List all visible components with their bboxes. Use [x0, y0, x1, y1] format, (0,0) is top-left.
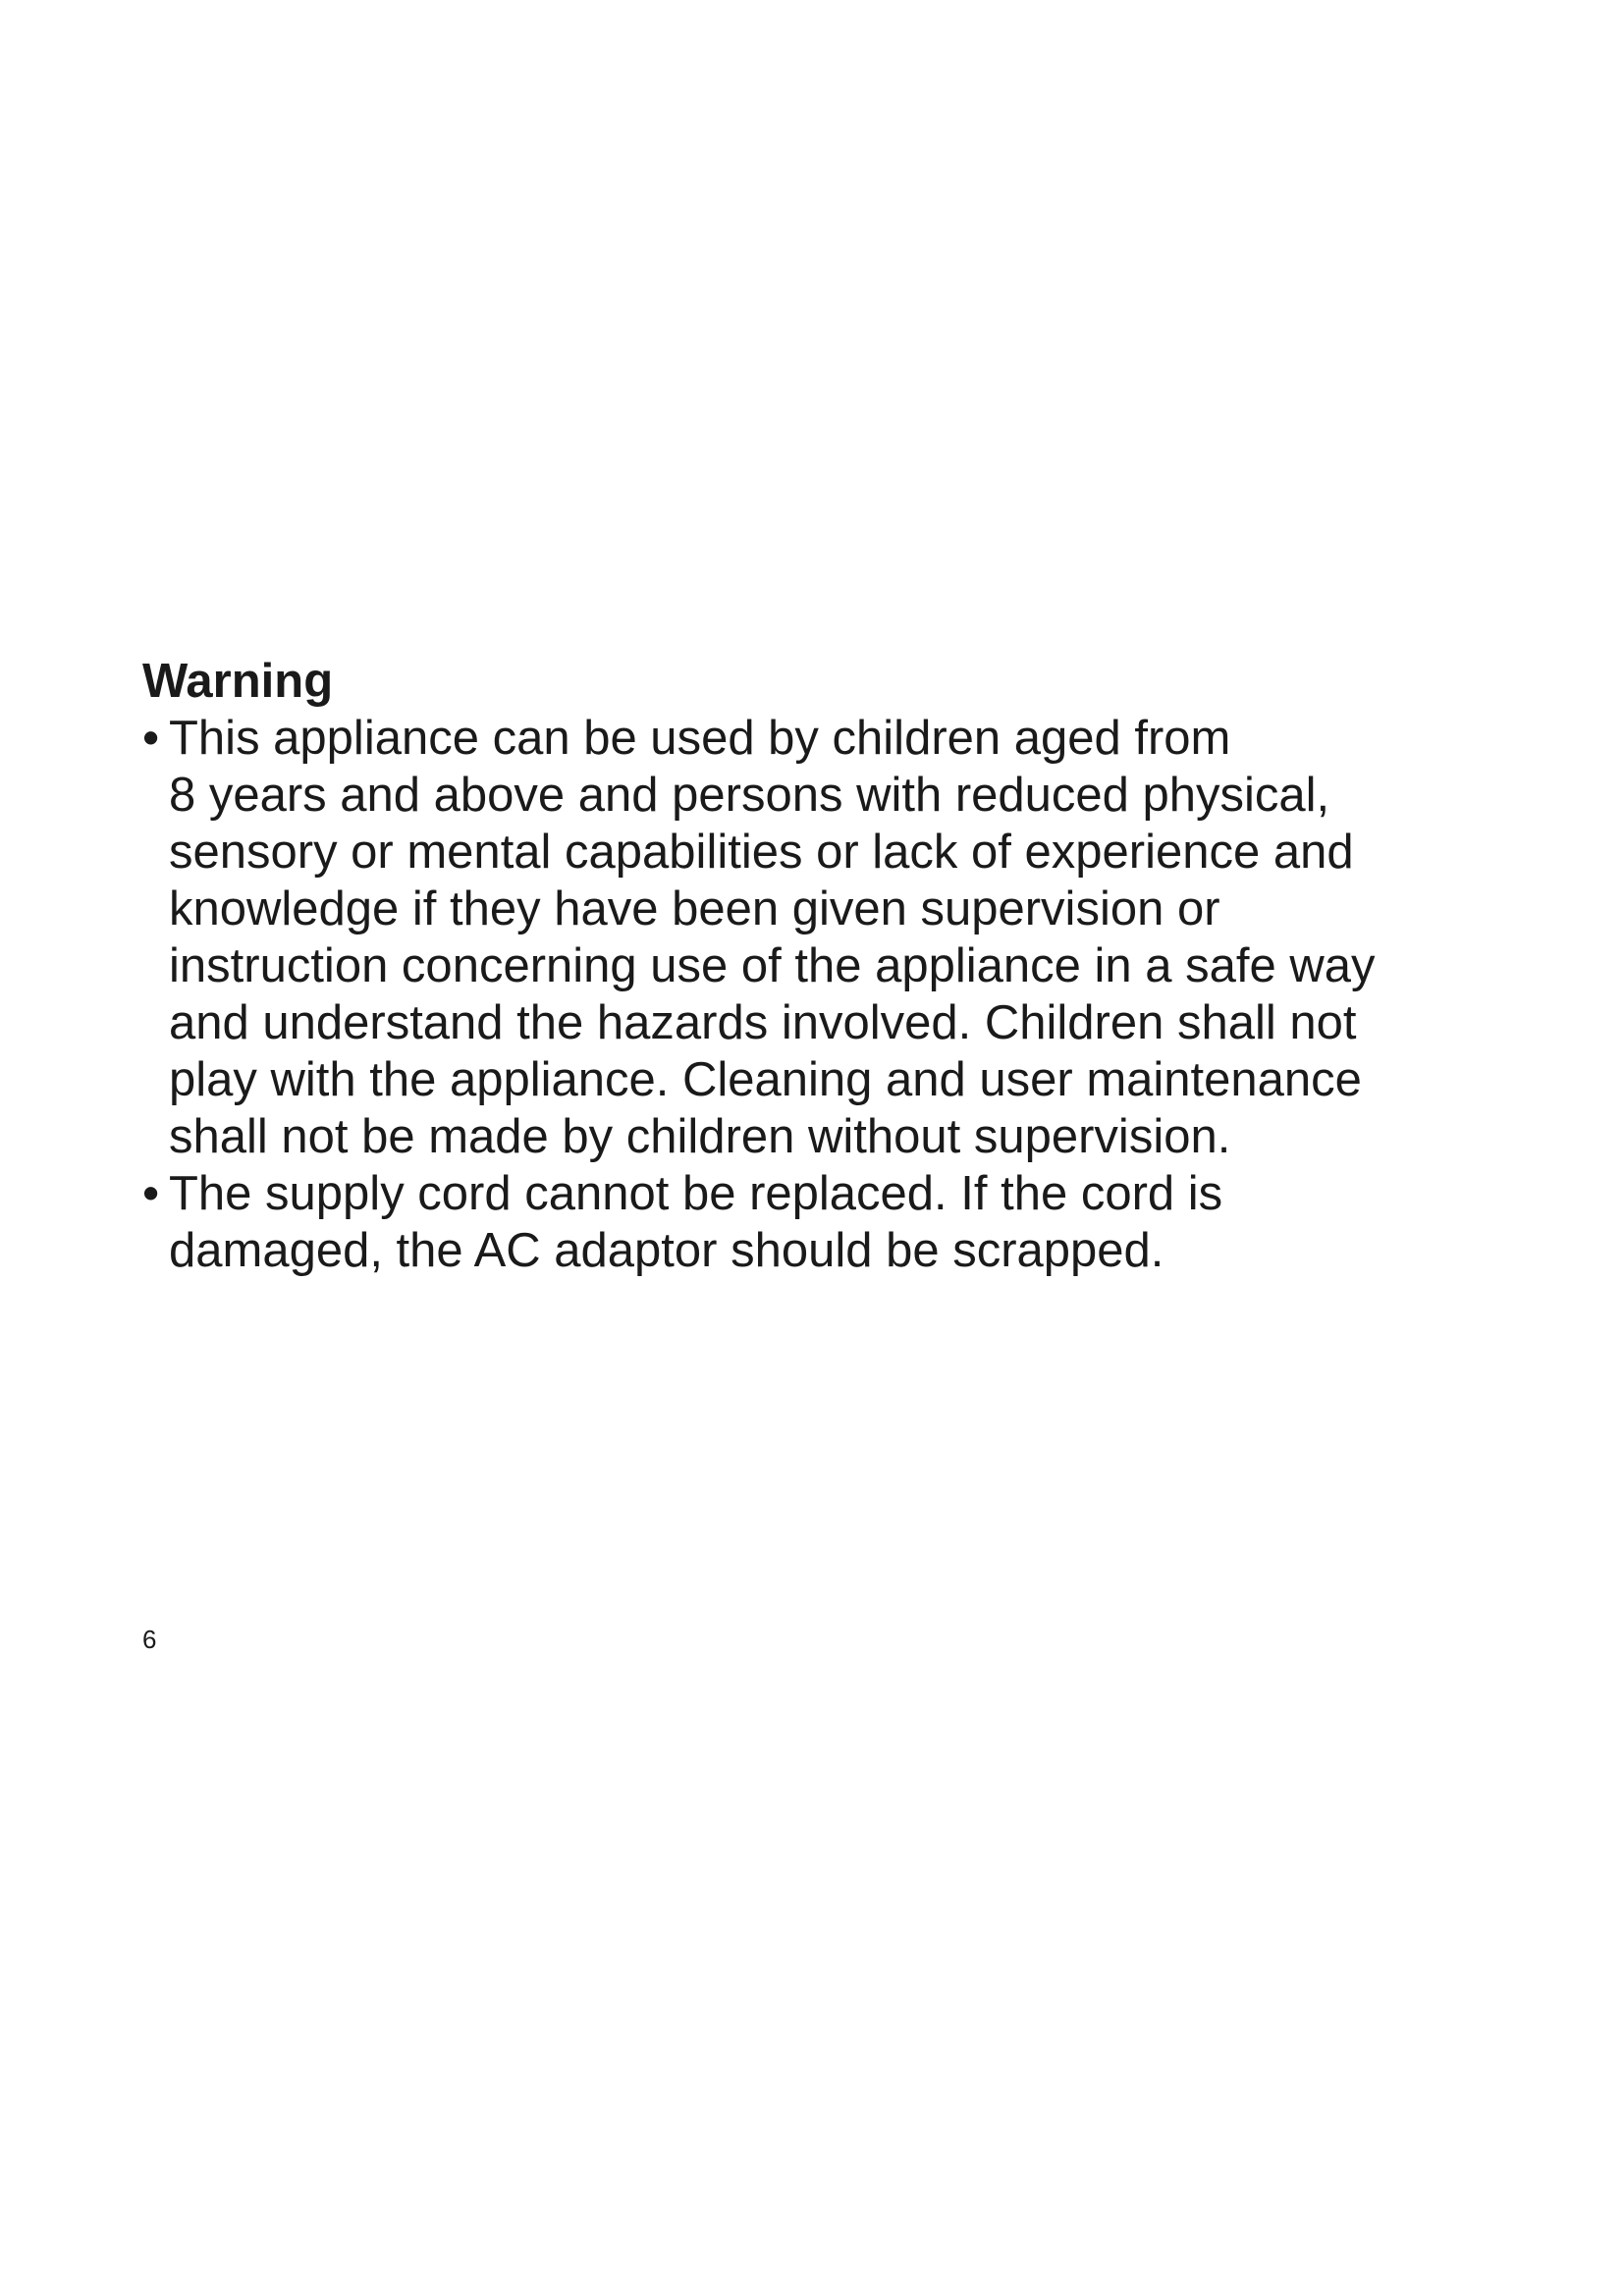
warning-section [142, 653, 1517, 1279]
warning-text-line: sensory or mental capabilities or lack of experience and [169, 826, 1354, 879]
bullet-icon: • [142, 712, 160, 765]
warning-text-line: shall not be made by children without supervision. [169, 1110, 1231, 1163]
warning-item-children [142, 710, 1517, 1165]
warning-text-line: knowledge if they have been given supervision or [169, 882, 1220, 935]
bullet-icon: • [142, 1167, 160, 1220]
warning-text-line: This appliance can be used by children aged from [169, 712, 1231, 765]
warning-text-line: instruction concerning use of the appliance in a safe way [169, 939, 1376, 992]
warning-text-line: damaged, the AC adaptor should be scrapped. [169, 1224, 1164, 1277]
warning-text-line: 8 years and above and persons with reduced physical, [169, 769, 1330, 822]
warning-item-supply-cord [142, 1165, 1517, 1279]
page-number: 6 [142, 1625, 157, 1654]
warning-text-line: play with the appliance. Cleaning and user maintenance [169, 1053, 1362, 1106]
warning-list [142, 710, 1517, 1279]
warning-heading: Warning [142, 655, 334, 708]
warning-text-line: The supply cord cannot be replaced. If the cord is [169, 1167, 1223, 1220]
warning-text-line: and understand the hazards involved. Children shall not [169, 996, 1357, 1049]
